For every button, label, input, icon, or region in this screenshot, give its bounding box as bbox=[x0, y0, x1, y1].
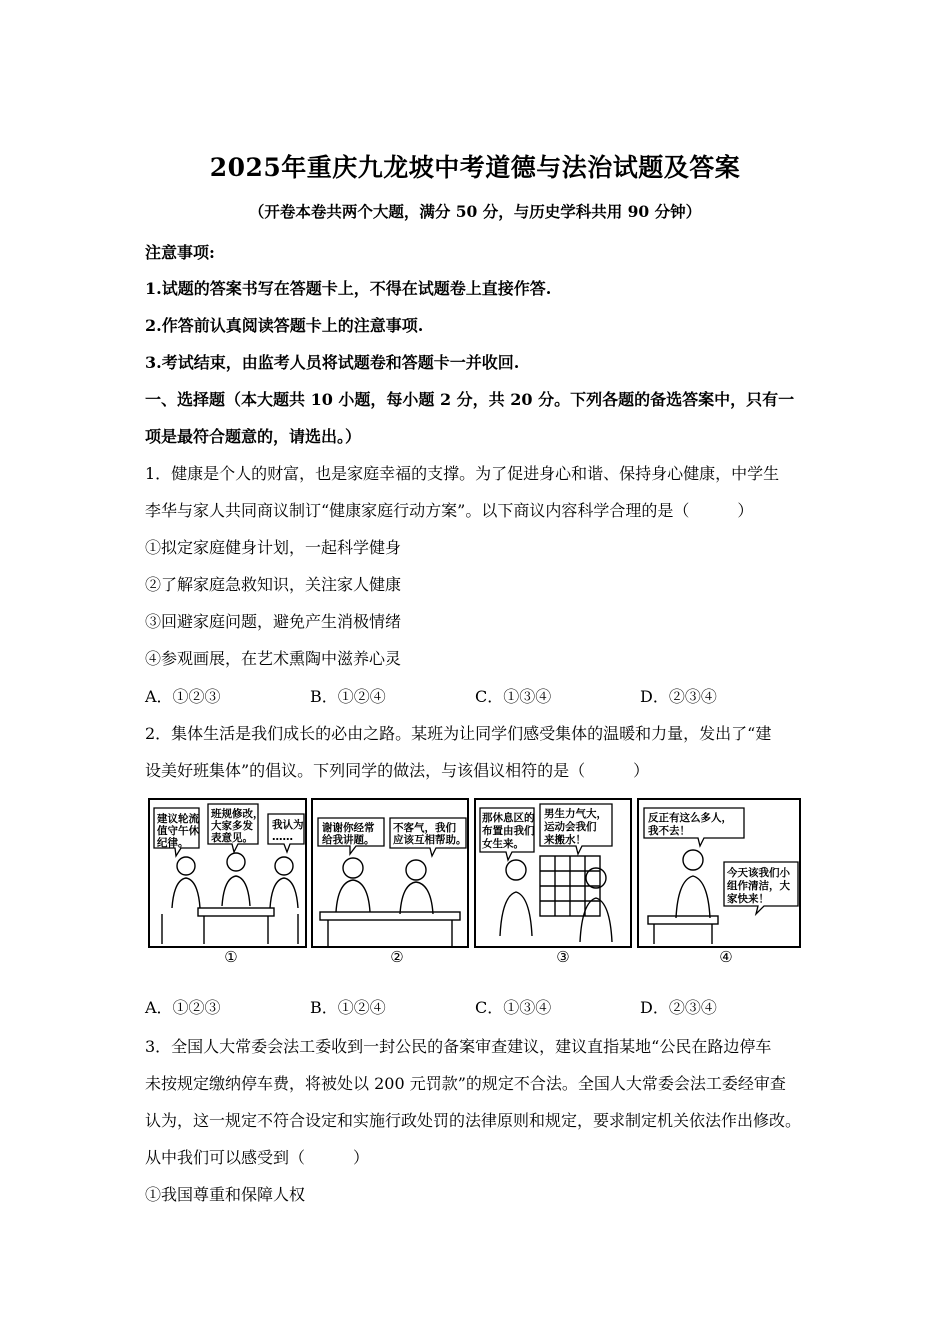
bubble-text: 应该互相帮助。 bbox=[393, 834, 467, 846]
q1-item-1: ①拟定家庭健身计划，一起科学健身 bbox=[145, 538, 402, 557]
section-heading-line2: 项是最符合题意的，请选出。） bbox=[145, 427, 362, 446]
students-illustration bbox=[648, 850, 718, 944]
bubble-text: 大家多发 bbox=[211, 820, 253, 832]
q2-option-d[interactable]: D．②③④ bbox=[640, 998, 717, 1017]
q2-option-a[interactable]: A．①②③ bbox=[145, 998, 221, 1017]
q3-stem-line1: 3．全国人大常委会法工委收到一封公民的备案审查建议，建议直指某地“公民在路边停车 bbox=[145, 1037, 772, 1056]
notes-heading: 注意事项: bbox=[145, 243, 215, 262]
q1-item-2: ②了解家庭急救知识，关注家人健康 bbox=[145, 575, 402, 594]
q2-options bbox=[145, 995, 810, 1017]
q2-stem-line2: 设美好班集体”的倡议。下列同学的做法，与该倡议相符的是（ ） bbox=[145, 761, 650, 780]
panel-number-2: ② bbox=[390, 948, 404, 966]
bubble-text: 谢谢你经常 bbox=[322, 822, 375, 834]
bubble-text: 女生来。 bbox=[482, 838, 524, 850]
q3-stem-line2: 未按规定缴纳停车费，将被处以 200 元罚款”的规定不合法。全国人大常委会法工委经审查 bbox=[145, 1074, 786, 1093]
q3-item-1: ①我国尊重和保障人权 bbox=[145, 1185, 306, 1204]
bubble-text: 我认为 bbox=[272, 819, 304, 831]
bubble-text: 男生力气大， bbox=[544, 808, 607, 820]
comic-strip bbox=[148, 796, 802, 972]
q1-option-d[interactable]: D．②③④ bbox=[640, 687, 717, 706]
panel-4 bbox=[644, 808, 798, 944]
q1-item-3: ③回避家庭问题，避免产生消极情绪 bbox=[145, 612, 402, 631]
bubble-text: 布置由我们 bbox=[482, 825, 535, 837]
bubble-text: 今天该我们小 bbox=[727, 867, 790, 879]
q2-option-c[interactable]: C．①③④ bbox=[475, 998, 552, 1017]
bubble-text: 来搬水！ bbox=[544, 834, 586, 846]
bubble-text: 那休息区的 bbox=[482, 812, 535, 824]
q1-option-b[interactable]: B．①②④ bbox=[310, 687, 386, 706]
bubble-text: 表意见。 bbox=[211, 832, 253, 844]
page-title: 2025年重庆九龙坡中考道德与法治试题及答案 bbox=[209, 153, 741, 182]
bubble-text: 我不去！ bbox=[648, 825, 690, 837]
panel-number-3: ③ bbox=[556, 948, 570, 966]
bubble-text: …… bbox=[272, 831, 293, 843]
note-item-2: 2.作答前认真阅读答题卡上的注意事项. bbox=[145, 316, 424, 335]
panel-1 bbox=[154, 804, 304, 944]
section-heading-line1: 一、选择题（本大题共 10 小题，每小题 2 分，共 20 分。下列各题的备选答案中，只有一 bbox=[145, 390, 795, 409]
q1-option-c[interactable]: C．①③④ bbox=[475, 687, 552, 706]
bubble-text: 建议轮流 bbox=[157, 813, 199, 825]
students-illustration bbox=[500, 856, 612, 942]
panel-number-1: ① bbox=[224, 948, 238, 966]
bubble-text: 给我讲题。 bbox=[322, 834, 375, 846]
panel-2 bbox=[318, 818, 467, 946]
q1-item-4: ④参观画展，在艺术熏陶中滋养心灵 bbox=[145, 649, 402, 668]
bubble-text: 运动会我们 bbox=[544, 821, 597, 833]
q1-stem-line1: 1．健康是个人的财富，也是家庭幸福的支撑。为了促进身心和谐、保持身心健康，中学生 bbox=[145, 464, 780, 483]
bubble-text: 组作清洁，大 bbox=[727, 880, 790, 892]
q3-stem-line4: 从中我们可以感受到（ ） bbox=[145, 1148, 370, 1167]
q2-option-b[interactable]: B．①②④ bbox=[310, 998, 386, 1017]
bubble-text: 反正有这么多人， bbox=[648, 812, 732, 824]
page-subtitle: （开卷本卷共两个大题，满分 50 分，与历史学科共用 90 分钟） bbox=[248, 202, 702, 221]
comic-illustration bbox=[148, 796, 802, 948]
q1-option-a[interactable]: A．①②③ bbox=[145, 687, 221, 706]
note-item-3: 3.考试结束，由监考人员将试题卷和答题卡一并收回. bbox=[145, 353, 520, 372]
panel-number-4: ④ bbox=[719, 948, 733, 966]
q2-stem-line1: 2．集体生活是我们成长的必由之路。某班为让同学们感受集体的温暖和力量，发出了“建 bbox=[145, 724, 772, 743]
q1-options bbox=[145, 684, 810, 706]
bubble-text: 值守午休 bbox=[157, 825, 199, 837]
bubble-text: 纪律。 bbox=[157, 837, 189, 849]
note-item-1: 1.试题的答案书写在答题卡上，不得在试题卷上直接作答. bbox=[145, 279, 552, 298]
students-illustration bbox=[162, 853, 298, 944]
bubble-text: 班规修改， bbox=[211, 808, 264, 820]
students-illustration bbox=[320, 858, 460, 946]
bubble-text: 不客气，我们 bbox=[393, 822, 456, 834]
q1-stem-line2: 李华与家人共同商议制订“健康家庭行动方案”。以下商议内容科学合理的是（ ） bbox=[145, 501, 754, 520]
q3-stem-line3: 认为，这一规定不符合设定和实施行政处罚的法律原则和规定，要求制定机关依法作出修改。 bbox=[145, 1111, 802, 1130]
bubble-text: 家快来！ bbox=[727, 893, 769, 905]
panel-3 bbox=[480, 804, 612, 942]
